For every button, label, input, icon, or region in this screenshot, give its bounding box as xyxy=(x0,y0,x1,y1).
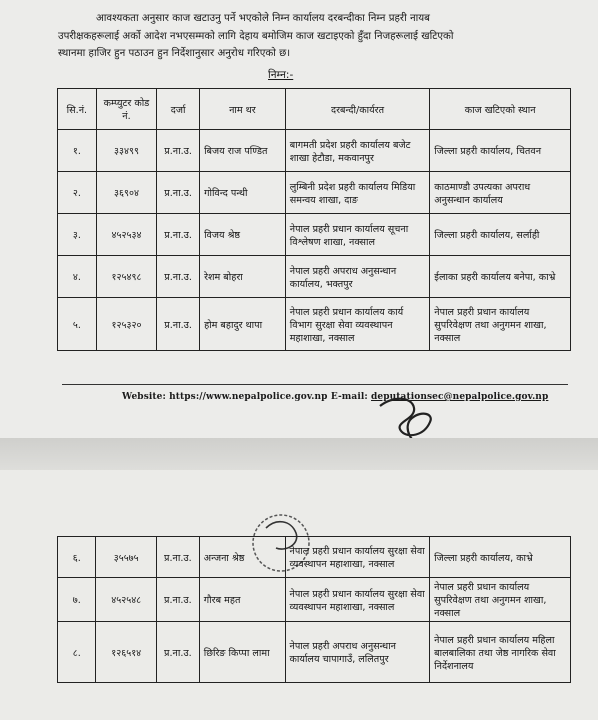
email-link[interactable]: deputationsec@nepalpolice.gov.np xyxy=(371,392,549,402)
cell-name: बिजय राज पण्डित xyxy=(200,130,286,172)
table-row xyxy=(58,298,571,351)
cell-name: अन्जना श्रेष्ठ xyxy=(199,537,285,578)
list-heading: निम्न:- xyxy=(268,69,294,81)
cell-sn: ६. xyxy=(58,537,96,578)
cell-sn: ७. xyxy=(58,578,96,622)
table-row xyxy=(58,622,571,683)
header-sn: सि.नं. xyxy=(58,89,97,130)
cell-place: जिल्ला प्रहरी कार्यालय, सर्लाही xyxy=(430,214,571,256)
table-row xyxy=(58,578,571,622)
cell-sn: २. xyxy=(58,172,97,214)
cell-rank: प्र.ना.उ. xyxy=(156,622,199,683)
cell-rank: प्र.ना.उ. xyxy=(156,537,199,578)
cell-post: लुम्बिनी प्रदेश प्रहरी कार्यालय मिडिया समन्वय शाखा, दाङ xyxy=(285,172,430,214)
cell-post: नेपाल प्रहरी अपराध अनुसन्धान कार्यालय, भक्तपुर xyxy=(285,256,430,298)
cell-sn: ३. xyxy=(58,214,97,256)
cell-rank: प्र.ना.उ. xyxy=(157,256,200,298)
cell-place: नेपाल प्रहरी प्रधान कार्यालय सुपरिवेक्षण तथा अनुगमन शाखा, नक्साल xyxy=(430,578,571,622)
cell-sn: १. xyxy=(58,130,97,172)
footer-divider xyxy=(62,384,568,385)
table-row xyxy=(58,256,571,298)
header-name: नाम थर xyxy=(200,89,286,130)
cell-code: १२५४९८ xyxy=(96,256,156,298)
footer-contact xyxy=(122,392,548,402)
cell-code: ३३४९९ xyxy=(96,130,156,172)
cell-post: नेपाल प्रहरी प्रधान कार्यालय सुरक्षा सेवा व्यवस्थापन महाशाखा, नक्साल xyxy=(285,578,430,622)
cell-post: नेपाल प्रहरी प्रधान कार्यालय सुरक्षा सेवा व्यवस्थापन महाशाखा, नक्साल xyxy=(285,537,430,578)
cell-rank: प्र.ना.उ. xyxy=(157,130,200,172)
cell-rank: प्र.ना.उ. xyxy=(156,578,199,622)
cell-rank: प्र.ना.उ. xyxy=(157,214,200,256)
cell-place: ईलाका प्रहरी कार्यालय बनेपा, काभ्रे xyxy=(430,256,571,298)
cell-code: १२५३२० xyxy=(96,298,156,351)
deputation-table xyxy=(57,88,571,351)
cell-place: जिल्ला प्रहरी कार्यालय, चितवन xyxy=(430,130,571,172)
cell-place: काठमाण्डौ उपत्यका अपराध अनुसन्धान कार्यालय xyxy=(430,172,571,214)
table-row xyxy=(58,172,571,214)
header-rank: दर्जा xyxy=(157,89,200,130)
cell-name: गोविन्द पन्थी xyxy=(200,172,286,214)
intro-line-1: आवश्यकता अनुसार काज खटाउनु पर्ने भएकोले निम्न कार्यालय दरबन्दीका निम्न प्रहरी नायब xyxy=(96,13,430,24)
cell-name: विजय श्रेष्ठ xyxy=(200,214,286,256)
cell-sn: ५. xyxy=(58,298,97,351)
cell-code: १२६५१४ xyxy=(96,622,156,683)
cell-rank: प्र.ना.उ. xyxy=(157,172,200,214)
header-place: काज खटिएको स्थान xyxy=(430,89,571,130)
cell-place: नेपाल प्रहरी प्रधान कार्यालय महिला बालबालिका तथा जेष्ठ नागरिक सेवा निर्देशनालय xyxy=(430,622,571,683)
cell-name: छिरिङ किप्पा लामा xyxy=(199,622,285,683)
cell-place: नेपाल प्रहरी प्रधान कार्यालय सुपरिवेक्षण तथा अनुगमन शाखा, नक्साल xyxy=(430,298,571,351)
cell-post: बागमती प्रदेश प्रहरी कार्यालय बजेट शाखा हेटौडा, मकवानपुर xyxy=(285,130,430,172)
deputation-table-continued xyxy=(57,536,571,683)
website-link[interactable]: Website: https://www.nepalpolice.gov.np xyxy=(122,392,328,402)
email-label: E-mail: xyxy=(330,392,368,402)
cell-code: ३६९०४ xyxy=(96,172,156,214)
cell-sn: ८. xyxy=(58,622,96,683)
cell-code: ४५२५४८ xyxy=(96,578,156,622)
intro-paragraph xyxy=(58,10,558,63)
cell-post: नेपाल प्रहरी प्रधान कार्यालय सूचना विश्लेषण शाखा, नक्साल xyxy=(285,214,430,256)
intro-line-2: उपरीक्षकहरूलाई अर्को आदेश नभएसम्मको लागि देहाय बमोजिम काज खटाइएको हुँदा निजहरूलाई खटिएको xyxy=(58,30,454,42)
intro-line-3: स्थानमा हाजिर हुन पठाउन हुन निर्देशानुसार अनुरोध गरिएको छ। xyxy=(58,48,291,59)
cell-name: गौरब महत xyxy=(199,578,285,622)
table-row xyxy=(58,130,571,172)
cell-code: ३५५७५ xyxy=(96,537,156,578)
table-header-row xyxy=(58,89,571,130)
cell-post: नेपाल प्रहरी अपराध अनुसन्धान कार्यालय चापागाउँ, ललितपुर xyxy=(285,622,430,683)
cell-post: नेपाल प्रहरी प्रधान कार्यालय कार्य विभाग सुरक्षा सेवा व्यवस्थापन महाशाखा, नक्साल xyxy=(285,298,430,351)
cell-sn: ४. xyxy=(58,256,97,298)
header-post: दरबन्दी/कार्यरत xyxy=(285,89,430,130)
header-code: कम्प्युटर कोड नं. xyxy=(96,89,156,130)
table-row xyxy=(58,537,571,578)
cell-rank: प्र.ना.उ. xyxy=(157,298,200,351)
cell-place: जिल्ला प्रहरी कार्यालय, काभ्रे xyxy=(430,537,571,578)
cell-name: होम बहादुर थापा xyxy=(200,298,286,351)
cell-code: ४५२५३४ xyxy=(96,214,156,256)
table-row xyxy=(58,214,571,256)
cell-name: रेशम बोहरा xyxy=(200,256,286,298)
